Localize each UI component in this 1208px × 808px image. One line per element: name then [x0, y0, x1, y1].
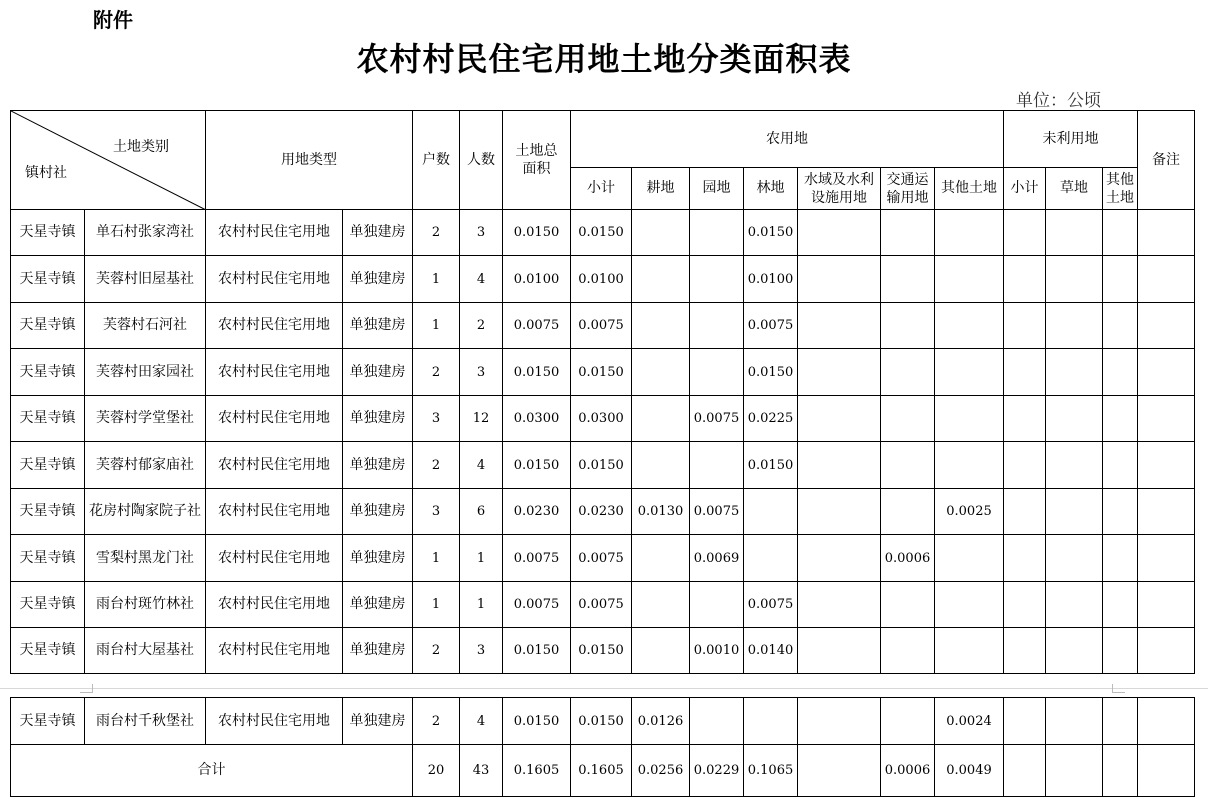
cell-agri-sub: 0.0300	[571, 396, 632, 442]
cell-unused-sub	[1004, 210, 1046, 256]
cell-unused-sub	[1004, 628, 1046, 674]
table-row	[11, 698, 1195, 745]
cell-use: 农村村民住宅用地	[206, 303, 343, 349]
cell-transport	[881, 628, 935, 674]
cell-total: 0.0150	[503, 442, 571, 489]
cell-unused-sub	[1004, 303, 1046, 349]
attachment-label: 附件	[93, 8, 133, 32]
cell-other	[935, 396, 1004, 442]
cell-agri-sub: 0.0100	[571, 256, 632, 303]
cell-town: 天星寺镇	[11, 349, 85, 396]
cell-town: 天星寺镇	[11, 628, 85, 674]
cell-build: 单独建房	[343, 489, 413, 535]
cell-cultivated	[632, 628, 690, 674]
table-row	[11, 535, 1195, 582]
cell-town: 天星寺镇	[11, 582, 85, 628]
table-row	[11, 349, 1195, 396]
header-unused-other: 其他土地	[1103, 168, 1138, 210]
land-area-table	[10, 110, 1195, 674]
cell-unused-other	[1103, 396, 1138, 442]
cell-water	[798, 628, 881, 674]
cell-total: 0.0150	[503, 628, 571, 674]
cell-grass	[1046, 628, 1103, 674]
cell-water	[798, 582, 881, 628]
header-remarks: 备注	[1138, 111, 1195, 210]
cell-unused-sub	[1004, 349, 1046, 396]
table-row	[11, 396, 1195, 442]
cell-garden	[690, 698, 744, 745]
header-land-class: 土地类别	[113, 139, 169, 155]
cell-unused-sub	[1004, 489, 1046, 535]
cell-other: 0.0025	[935, 489, 1004, 535]
cell-cultivated	[632, 396, 690, 442]
cell-total: 0.0150	[503, 698, 571, 745]
cell-grass	[1046, 698, 1103, 745]
header-forest: 林地	[744, 168, 798, 210]
cell-water	[798, 396, 881, 442]
cell-total: 0.0100	[503, 256, 571, 303]
cell-cultivated	[632, 535, 690, 582]
cell-cultivated	[632, 349, 690, 396]
cell-people: 3	[460, 210, 503, 256]
cell-other	[935, 582, 1004, 628]
cell-water	[798, 210, 881, 256]
table-row	[11, 489, 1195, 535]
total-cultivated: 0.0256	[632, 745, 690, 797]
cell-water	[798, 256, 881, 303]
cell-garden: 0.0075	[690, 489, 744, 535]
cell-unused-other	[1103, 582, 1138, 628]
table-row	[11, 210, 1195, 256]
cell-households: 2	[413, 628, 460, 674]
cell-total: 0.0300	[503, 396, 571, 442]
cell-remarks	[1138, 628, 1195, 674]
cell-forest	[744, 698, 798, 745]
cell-town: 天星寺镇	[11, 698, 85, 745]
cell-people: 1	[460, 582, 503, 628]
cell-build: 单独建房	[343, 582, 413, 628]
cell-grass	[1046, 489, 1103, 535]
cell-unused-other	[1103, 698, 1138, 745]
cell-build: 单独建房	[343, 628, 413, 674]
cell-build: 单独建房	[343, 256, 413, 303]
cell-transport	[881, 489, 935, 535]
cell-cultivated	[632, 303, 690, 349]
cell-people: 12	[460, 396, 503, 442]
cell-agri-sub: 0.0075	[571, 303, 632, 349]
cell-unused-sub	[1004, 256, 1046, 303]
cell-village: 雨台村斑竹林社	[85, 582, 206, 628]
cell-build: 单独建房	[343, 698, 413, 745]
cell-garden	[690, 210, 744, 256]
table-row	[11, 303, 1195, 349]
cell-remarks	[1138, 396, 1195, 442]
cell-households: 3	[413, 489, 460, 535]
cell-use: 农村村民住宅用地	[206, 210, 343, 256]
cell-village: 芙蓉村学堂堡社	[85, 396, 206, 442]
cell-households: 2	[413, 349, 460, 396]
cell-forest: 0.0140	[744, 628, 798, 674]
cell-town: 天星寺镇	[11, 396, 85, 442]
cell-unused-sub	[1004, 442, 1046, 489]
cell-town: 天星寺镇	[11, 489, 85, 535]
cell-cultivated	[632, 442, 690, 489]
cell-forest: 0.0150	[744, 210, 798, 256]
total-label: 合计	[11, 745, 413, 797]
cell-transport: 0.0006	[881, 535, 935, 582]
cell-people: 4	[460, 256, 503, 303]
total-forest: 0.1065	[744, 745, 798, 797]
cell-households: 1	[413, 303, 460, 349]
cell-other	[935, 442, 1004, 489]
total-row	[11, 745, 1195, 797]
cell-total: 0.0150	[503, 210, 571, 256]
cell-water	[798, 349, 881, 396]
cell-unused-other	[1103, 628, 1138, 674]
cell-cultivated	[632, 210, 690, 256]
cell-people: 4	[460, 442, 503, 489]
header-people: 人数	[460, 111, 503, 210]
cell-transport	[881, 303, 935, 349]
header-cultivated: 耕地	[632, 168, 690, 210]
cell-cultivated: 0.0126	[632, 698, 690, 745]
cell-agri-sub: 0.0075	[571, 535, 632, 582]
cell-garden: 0.0075	[690, 396, 744, 442]
cell-water	[798, 489, 881, 535]
cell-cultivated: 0.0130	[632, 489, 690, 535]
cell-households: 1	[413, 582, 460, 628]
cell-transport	[881, 396, 935, 442]
cell-village: 芙蓉村旧屋基社	[85, 256, 206, 303]
cell-unused-other	[1103, 489, 1138, 535]
cell-agri-sub: 0.0075	[571, 582, 632, 628]
cell-remarks	[1138, 535, 1195, 582]
cell-total: 0.0075	[503, 303, 571, 349]
cell-cultivated	[632, 582, 690, 628]
cell-use: 农村村民住宅用地	[206, 256, 343, 303]
cell-forest: 0.0075	[744, 303, 798, 349]
header-water: 水域及水利设施用地	[798, 168, 881, 210]
cell-agri-sub: 0.0150	[571, 442, 632, 489]
cell-grass	[1046, 256, 1103, 303]
land-area-table-continued	[10, 697, 1195, 797]
cell-total: 0.0075	[503, 535, 571, 582]
cell-grass	[1046, 396, 1103, 442]
page-corner-mark	[80, 684, 93, 693]
cell-forest: 0.0100	[744, 256, 798, 303]
cell-village: 芙蓉村田家园社	[85, 349, 206, 396]
cell-unused-sub	[1004, 698, 1046, 745]
cell-other: 0.0024	[935, 698, 1004, 745]
cell-forest	[744, 535, 798, 582]
cell-households: 1	[413, 535, 460, 582]
cell-households: 2	[413, 698, 460, 745]
cell-use: 农村村民住宅用地	[206, 698, 343, 745]
cell-transport	[881, 582, 935, 628]
cell-use: 农村村民住宅用地	[206, 396, 343, 442]
cell-total: 0.0150	[503, 349, 571, 396]
cell-garden	[690, 256, 744, 303]
cell-forest: 0.0225	[744, 396, 798, 442]
cell-other	[935, 303, 1004, 349]
cell-grass	[1046, 210, 1103, 256]
total-grass	[1046, 745, 1103, 797]
cell-town: 天星寺镇	[11, 442, 85, 489]
header-diagonal-cell	[11, 111, 206, 210]
cell-build: 单独建房	[343, 396, 413, 442]
cell-village: 雨台村千秋堡社	[85, 698, 206, 745]
diagonal-line	[11, 111, 206, 210]
cell-use: 农村村民住宅用地	[206, 349, 343, 396]
cell-garden	[690, 349, 744, 396]
cell-cultivated	[632, 256, 690, 303]
header-use-type: 用地类型	[206, 111, 413, 210]
cell-unused-other	[1103, 349, 1138, 396]
total-agri-sub: 0.1605	[571, 745, 632, 797]
cell-grass	[1046, 582, 1103, 628]
header-other-land: 其他土地	[935, 168, 1004, 210]
cell-remarks	[1138, 442, 1195, 489]
cell-use: 农村村民住宅用地	[206, 628, 343, 674]
cell-forest: 0.0150	[744, 442, 798, 489]
cell-remarks	[1138, 210, 1195, 256]
header-agricultural-land: 农用地	[571, 111, 1004, 168]
cell-unused-sub	[1004, 396, 1046, 442]
cell-people: 6	[460, 489, 503, 535]
cell-households: 2	[413, 442, 460, 489]
cell-agri-sub: 0.0150	[571, 698, 632, 745]
cell-people: 2	[460, 303, 503, 349]
cell-forest	[744, 489, 798, 535]
header-transport: 交通运输用地	[881, 168, 935, 210]
cell-village: 单石村张家湾社	[85, 210, 206, 256]
cell-remarks	[1138, 349, 1195, 396]
cell-agri-sub: 0.0150	[571, 349, 632, 396]
total-unused-sub	[1004, 745, 1046, 797]
cell-people: 3	[460, 349, 503, 396]
table-row	[11, 256, 1195, 303]
cell-garden: 0.0069	[690, 535, 744, 582]
header-grass: 草地	[1046, 168, 1103, 210]
cell-unused-sub	[1004, 535, 1046, 582]
cell-households: 3	[413, 396, 460, 442]
cell-grass	[1046, 442, 1103, 489]
cell-transport	[881, 210, 935, 256]
total-remarks	[1138, 745, 1195, 797]
cell-village: 芙蓉村郁家庙社	[85, 442, 206, 489]
cell-unused-sub	[1004, 582, 1046, 628]
header-agri-subtotal: 小计	[571, 168, 632, 210]
cell-unused-other	[1103, 303, 1138, 349]
cell-remarks	[1138, 256, 1195, 303]
cell-remarks	[1138, 303, 1195, 349]
cell-transport	[881, 349, 935, 396]
cell-build: 单独建房	[343, 303, 413, 349]
table-row	[11, 582, 1195, 628]
cell-build: 单独建房	[343, 210, 413, 256]
cell-agri-sub: 0.0150	[571, 628, 632, 674]
table-row	[11, 628, 1195, 674]
cell-people: 1	[460, 535, 503, 582]
cell-other	[935, 256, 1004, 303]
total-people: 43	[460, 745, 503, 797]
cell-water	[798, 303, 881, 349]
cell-other	[935, 349, 1004, 396]
cell-town: 天星寺镇	[11, 303, 85, 349]
cell-village: 雪梨村黑龙门社	[85, 535, 206, 582]
cell-transport	[881, 698, 935, 745]
cell-other	[935, 628, 1004, 674]
table-row	[11, 442, 1195, 489]
cell-village: 雨台村大屋基社	[85, 628, 206, 674]
total-unused-other	[1103, 745, 1138, 797]
header-unused-land: 未利用地	[1004, 111, 1138, 168]
cell-remarks	[1138, 489, 1195, 535]
total-transport: 0.0006	[881, 745, 935, 797]
cell-garden	[690, 442, 744, 489]
cell-total: 0.0075	[503, 582, 571, 628]
cell-grass	[1046, 535, 1103, 582]
cell-town: 天星寺镇	[11, 535, 85, 582]
cell-unused-other	[1103, 256, 1138, 303]
unit-label: 单位：公顷	[1016, 91, 1101, 111]
cell-garden	[690, 582, 744, 628]
cell-households: 1	[413, 256, 460, 303]
cell-forest: 0.0075	[744, 582, 798, 628]
page-corner-mark	[1112, 684, 1125, 693]
cell-grass	[1046, 349, 1103, 396]
total-other: 0.0049	[935, 745, 1004, 797]
cell-grass	[1046, 303, 1103, 349]
cell-garden	[690, 303, 744, 349]
cell-use: 农村村民住宅用地	[206, 582, 343, 628]
total-water	[798, 745, 881, 797]
cell-remarks	[1138, 582, 1195, 628]
cell-village: 芙蓉村石河社	[85, 303, 206, 349]
cell-unused-other	[1103, 210, 1138, 256]
cell-unused-other	[1103, 442, 1138, 489]
cell-town: 天星寺镇	[11, 210, 85, 256]
cell-build: 单独建房	[343, 349, 413, 396]
cell-use: 农村村民住宅用地	[206, 535, 343, 582]
cell-forest: 0.0150	[744, 349, 798, 396]
cell-agri-sub: 0.0230	[571, 489, 632, 535]
header-households: 户数	[413, 111, 460, 210]
cell-build: 单独建房	[343, 535, 413, 582]
cell-use: 农村村民住宅用地	[206, 442, 343, 489]
cell-water	[798, 698, 881, 745]
cell-garden: 0.0010	[690, 628, 744, 674]
cell-other	[935, 210, 1004, 256]
cell-people: 3	[460, 628, 503, 674]
page-title: 农村村民住宅用地土地分类面积表	[356, 40, 852, 78]
cell-total: 0.0230	[503, 489, 571, 535]
total-garden: 0.0229	[690, 745, 744, 797]
total-total: 0.1605	[503, 745, 571, 797]
cell-water	[798, 535, 881, 582]
cell-transport	[881, 442, 935, 489]
header-town-village: 镇村社	[25, 165, 67, 181]
cell-village: 花房村陶家院子社	[85, 489, 206, 535]
header-garden: 园地	[690, 168, 744, 210]
cell-town: 天星寺镇	[11, 256, 85, 303]
cell-transport	[881, 256, 935, 303]
cell-people: 4	[460, 698, 503, 745]
cell-use: 农村村民住宅用地	[206, 489, 343, 535]
cell-unused-other	[1103, 535, 1138, 582]
cell-households: 2	[413, 210, 460, 256]
cell-water	[798, 442, 881, 489]
cell-build: 单独建房	[343, 442, 413, 489]
cell-remarks	[1138, 698, 1195, 745]
header-unused-subtotal: 小计	[1004, 168, 1046, 210]
total-households: 20	[413, 745, 460, 797]
header-total-area: 土地总面积	[503, 111, 571, 210]
page-break	[0, 688, 1208, 689]
cell-agri-sub: 0.0150	[571, 210, 632, 256]
cell-other	[935, 535, 1004, 582]
